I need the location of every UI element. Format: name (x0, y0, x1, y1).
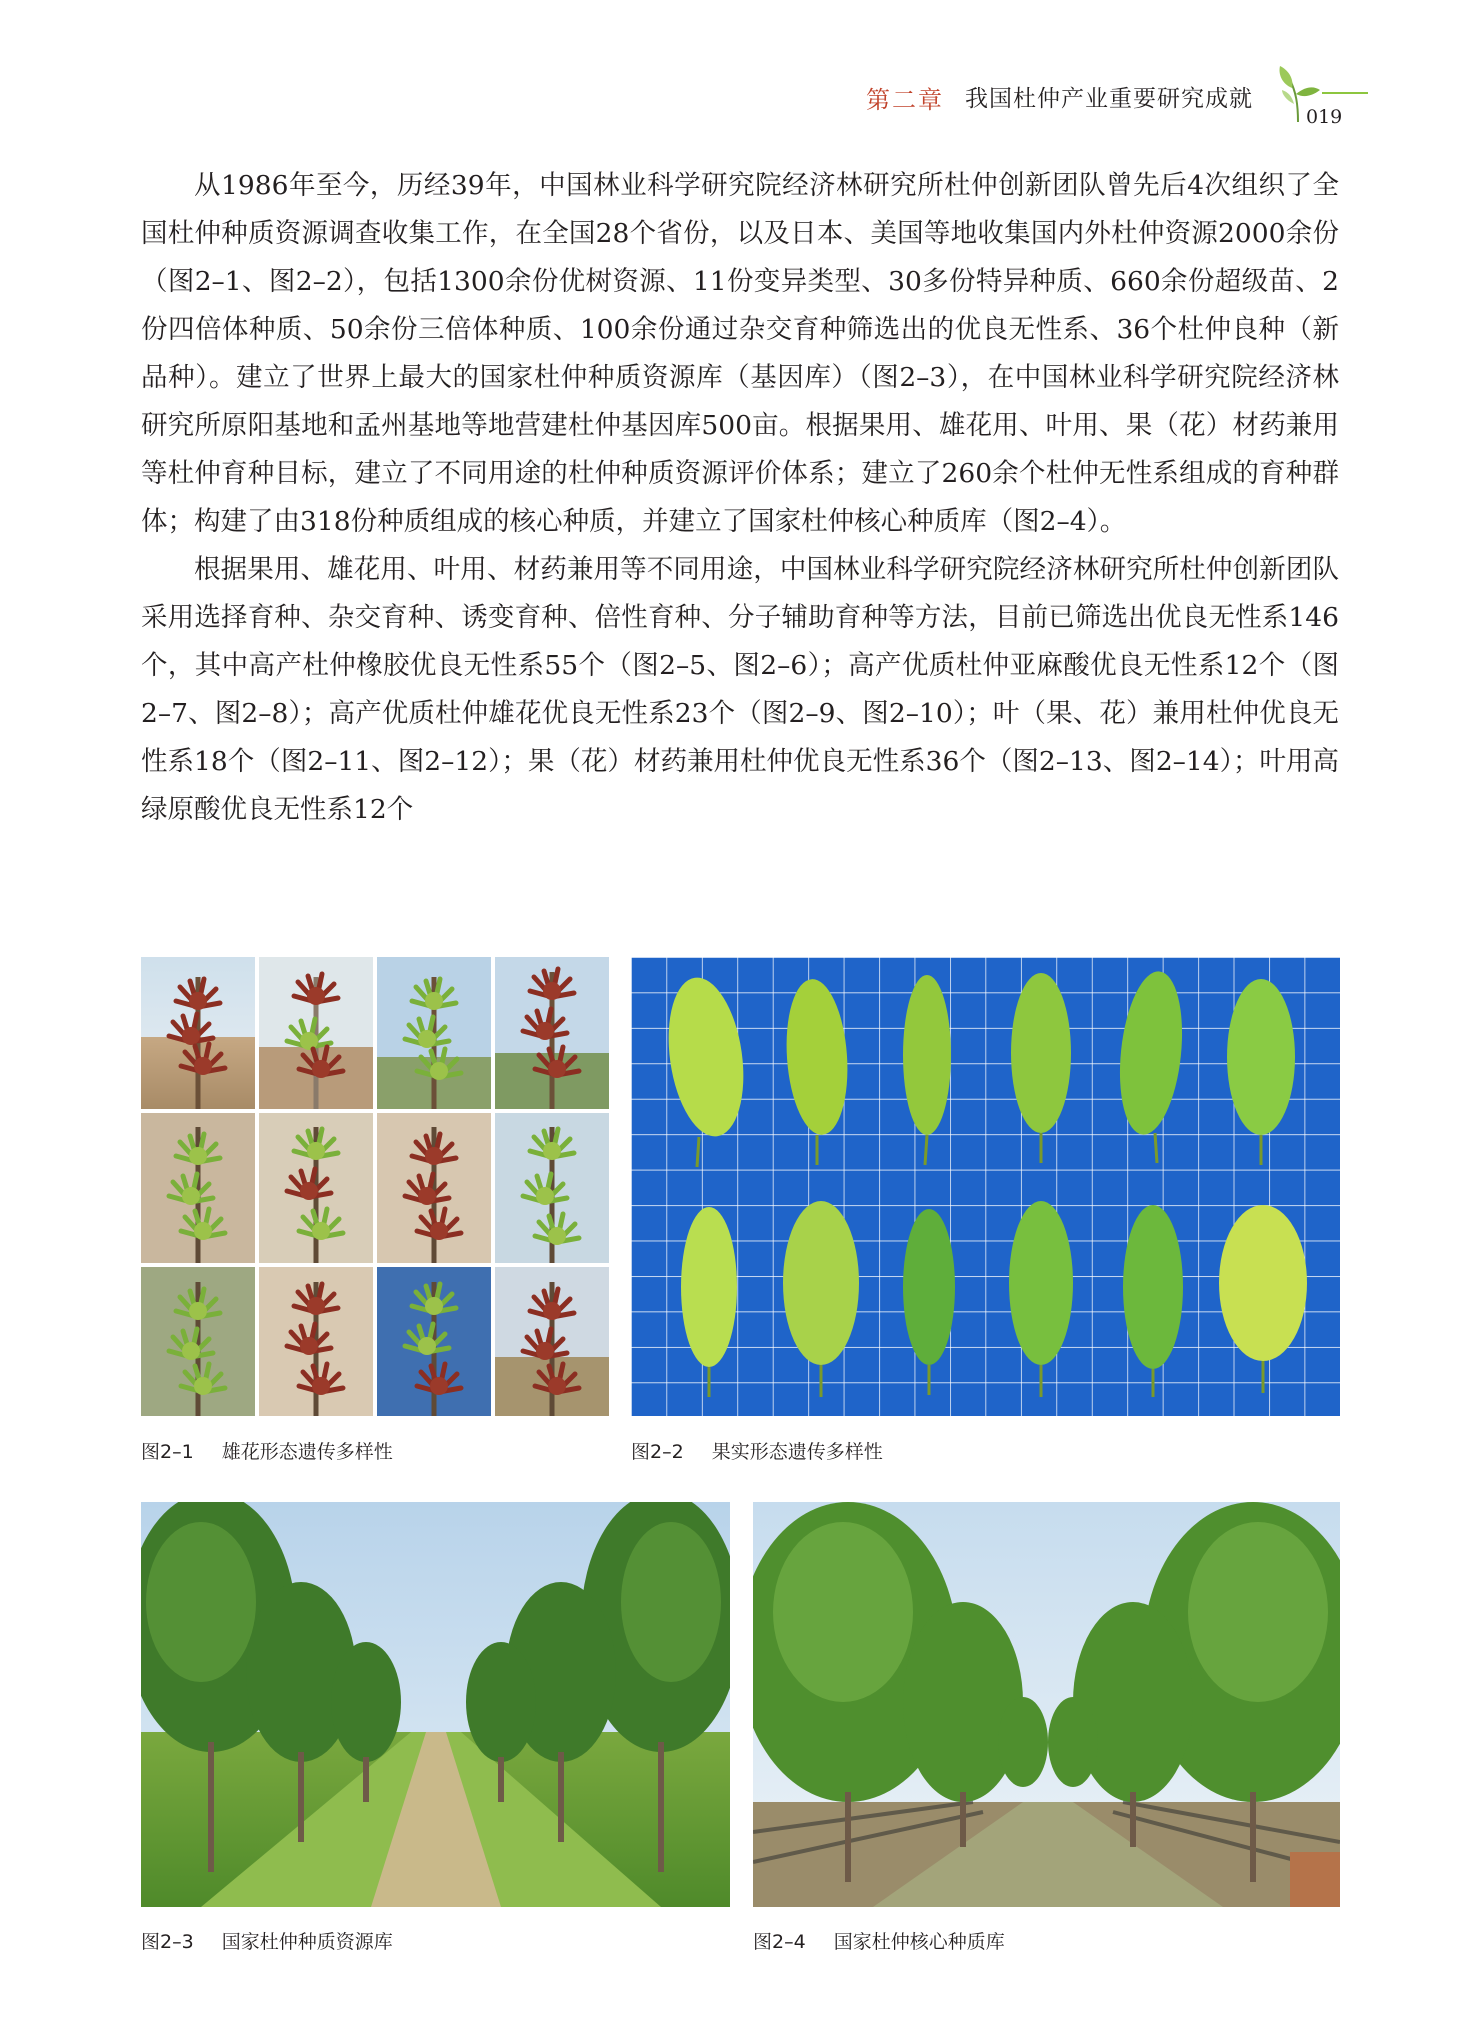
figure-caption-text: 国家杜仲种质资源库 (221, 1931, 393, 1953)
flower-photo (259, 1113, 373, 1263)
figure-number: 图2–4 (753, 1931, 806, 1953)
flower-photo (141, 1267, 255, 1416)
core-orchard-photo (753, 1502, 1340, 1907)
figure-number: 图2–3 (141, 1931, 194, 1953)
figure-caption (631, 1437, 883, 1464)
figure-caption-text: 果实形态遗传多样性 (711, 1441, 883, 1463)
orchard-photo (141, 1502, 730, 1907)
flower-photo (495, 957, 609, 1109)
flower-photo (141, 957, 255, 1109)
paragraph: 根据果用、雄花用、叶用、材药兼用等不同用途，中国林业科学研究院经济林研究所杜仲创新团队采用选择育种、杂交育种、诱变育种、倍性育种、分子辅助育种等方法，目前已筛选出优良无性系146个，其中高产杜仲橡胶优良无性系55个（图2–5、图2–6）；高产优质杜仲亚麻酸优良无性系12个（图2–7、图2–8）；高产优质杜仲雄花优良无性系23个（图2–9、图2–10）；叶（果、花）兼用杜仲优良无性系18个（图2–11、图2–12）；果（花）材药兼用杜仲优良无性系36个（图2–13、图2–14）；叶用高绿原酸优良无性系12个 (141, 554, 1339, 825)
body-text (141, 162, 1339, 834)
flower-photo (495, 1113, 609, 1263)
figure-male-flower-diversity (141, 957, 609, 1416)
flower-photo (259, 957, 373, 1109)
figure-caption-text: 雄花形态遗传多样性 (221, 1441, 393, 1463)
chapter-title: 我国杜仲产业重要研究成就 (965, 86, 1253, 112)
figure-caption (753, 1927, 1005, 1954)
figure-fruit-diversity (631, 957, 1340, 1416)
figure-germplasm-bank-photo (141, 1502, 730, 1907)
male-flower-photo-grid (141, 957, 609, 1416)
flower-photo (259, 1267, 373, 1416)
figure-number: 图2–1 (141, 1441, 194, 1463)
header-rule (1322, 92, 1368, 94)
figure-caption-text: 国家杜仲核心种质库 (833, 1931, 1005, 1953)
flower-photo (377, 957, 491, 1109)
paragraph: 从1986年至今，历经39年，中国林业科学研究院经济林研究所杜仲创新团队曾先后4次组织了全国杜仲种质资源调查收集工作，在全国28个省份，以及日本、美国等地收集国内外杜仲资源2000余份（图2–1、图2–2），包括1300余份优树资源、11份变异类型、30多份特异种质、660余份超级苗、2份四倍体种质、50余份三倍体种质、100余份通过杂交育种筛选出的优良无性系、36个杜仲良种（新品种）。建立了世界上最大的国家杜仲种质资源库（基因库）（图2–3），在中国林业科学研究院经济林研究所原阳基地和孟州基地等地营建杜仲基因库500亩。根据果用、雄花用、叶用、果（花）材药兼用等杜仲育种目标，建立了不同用途的杜仲种质资源评价体系；建立了260余个杜仲无性系组成的育种群体；构建了由318份种质组成的核心种质，并建立了国家杜仲核心种质库（图2–4）。 (141, 170, 1339, 537)
flower-photo (495, 1267, 609, 1416)
chapter-label: 第二章 (866, 86, 944, 114)
flower-photo (141, 1113, 255, 1263)
page-header (0, 62, 1458, 132)
figure-caption (141, 1927, 393, 1954)
figure-number: 图2–2 (631, 1441, 684, 1463)
figure-core-germplasm-photo (753, 1502, 1340, 1907)
flower-photo (377, 1267, 491, 1416)
fruit-grid-photo (631, 957, 1340, 1416)
flower-photo (377, 1113, 491, 1263)
page-number: 019 (1306, 106, 1343, 128)
figure-caption (141, 1437, 393, 1464)
